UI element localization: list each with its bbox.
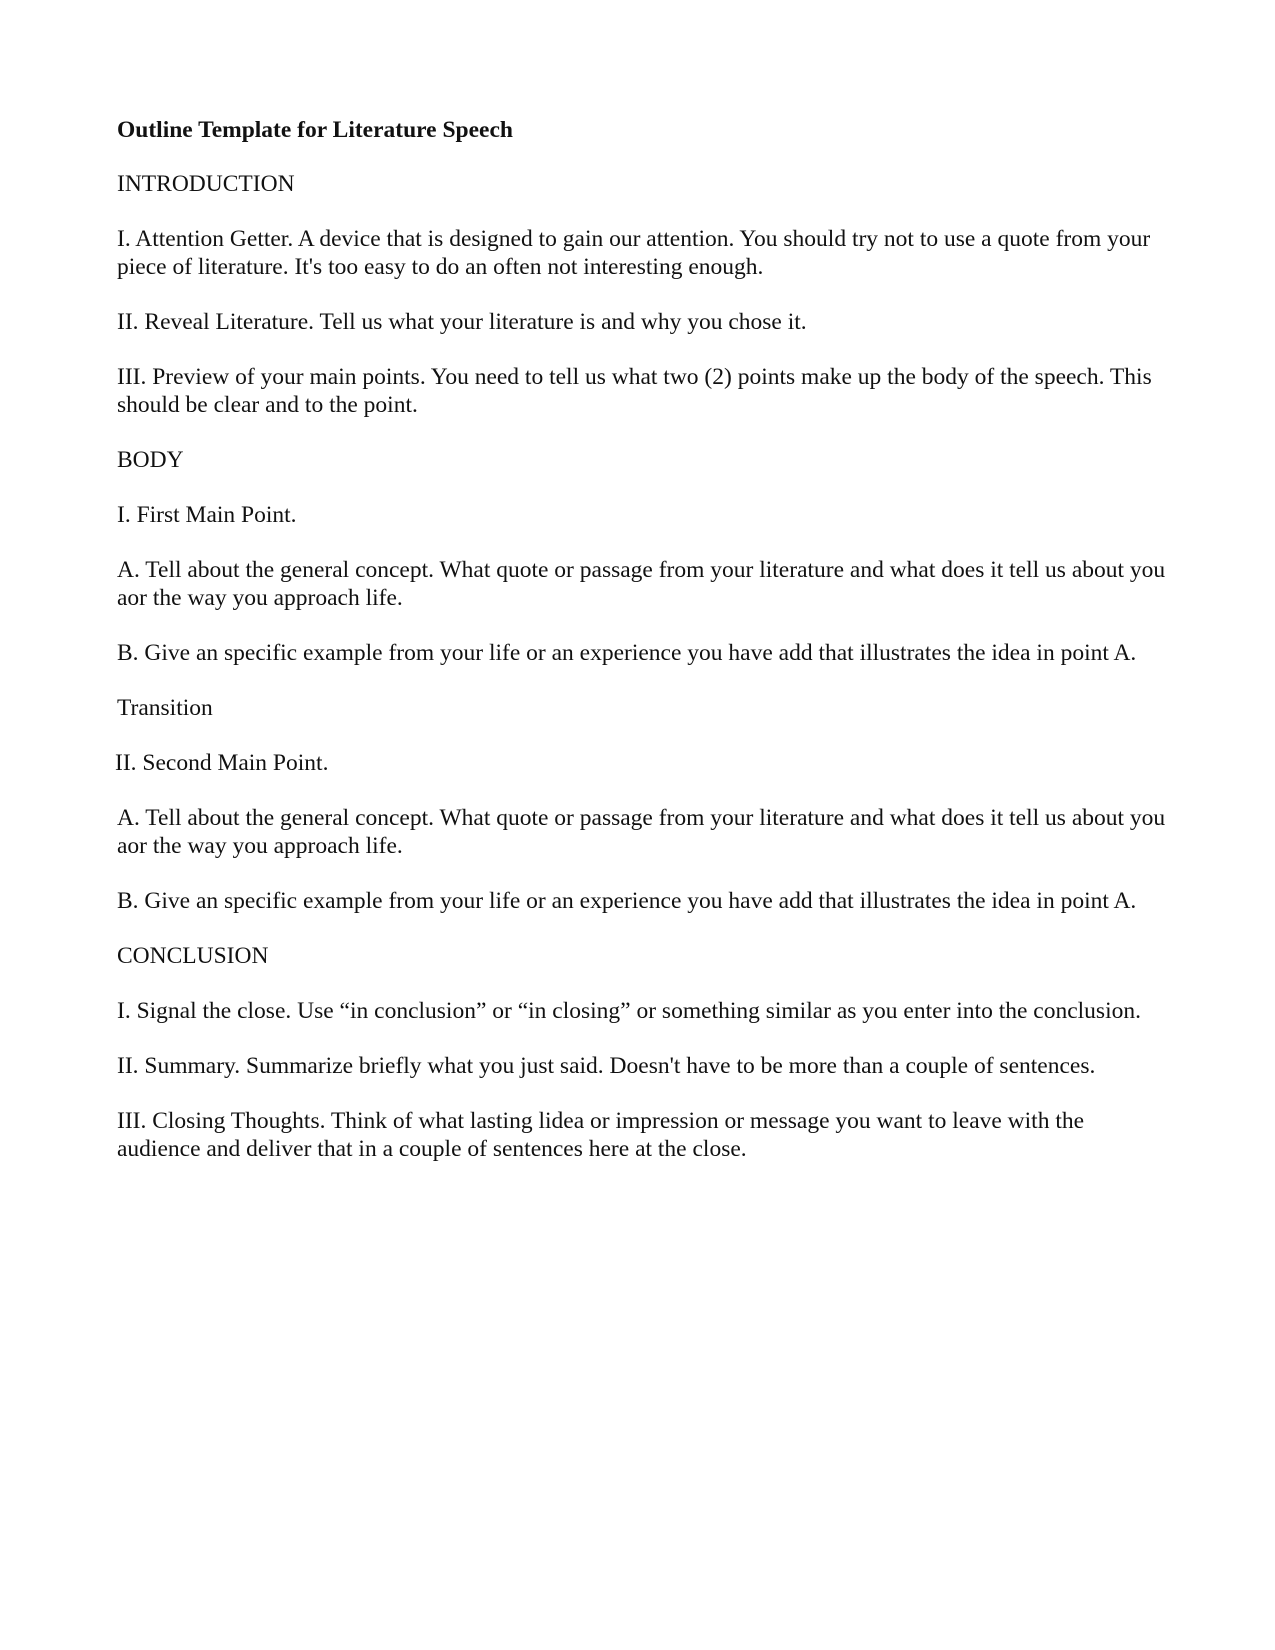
conclusion-signal-close: I. Signal the close. Use “in conclusion” or “in closing” or something similar as you enter into the conclusion.: [117, 998, 1141, 1024]
intro-reveal-literature: II. Reveal Literature. Tell us what your literature is and why you chose it.: [117, 309, 807, 335]
section-heading-body: BODY: [117, 447, 184, 473]
section-heading-introduction: INTRODUCTION: [117, 171, 295, 197]
body-transition: Transition: [117, 695, 213, 721]
document-body: [117, 116, 1167, 1190]
body-first-point-b: B. Give an specific example from your life or an experience you have add that illustrates the idea in point A.: [117, 640, 1137, 666]
section-heading-conclusion: CONCLUSION: [117, 943, 269, 969]
body-second-point-a: A. Tell about the general concept. What quote or passage from your literature and what does it tell us about you aor the way you approach life.: [117, 805, 1166, 859]
conclusion-summary: II. Summary. Summarize briefly what you just said. Doesn't have to be more than a couple of sentences.: [117, 1053, 1096, 1079]
body-first-point-a: A. Tell about the general concept. What quote or passage from your literature and what does it tell us about you aor the way you approach life.: [117, 557, 1166, 611]
body-first-main-point: I. First Main Point.: [117, 502, 297, 528]
document-title: Outline Template for Literature Speech: [117, 117, 513, 143]
body-second-main-point: II. Second Main Point.: [115, 750, 329, 776]
intro-preview-main-points: III. Preview of your main points. You need to tell us what two (2) points make up the body of the speech. This should be clear and to the point.: [117, 364, 1152, 418]
conclusion-closing-thoughts: III. Closing Thoughts. Think of what lasting lidea or impression or message you want to leave with the audience and deliver that in a couple of sentences here at the close.: [117, 1108, 1085, 1162]
body-second-point-b: B. Give an specific example from your life or an experience you have add that illustrates the idea in point A.: [117, 888, 1137, 914]
intro-attention-getter: I. Attention Getter. A device that is designed to gain our attention. You should try not to use a quote from your piece of literature. It's too easy to do an often not interesting enough.: [117, 226, 1151, 280]
